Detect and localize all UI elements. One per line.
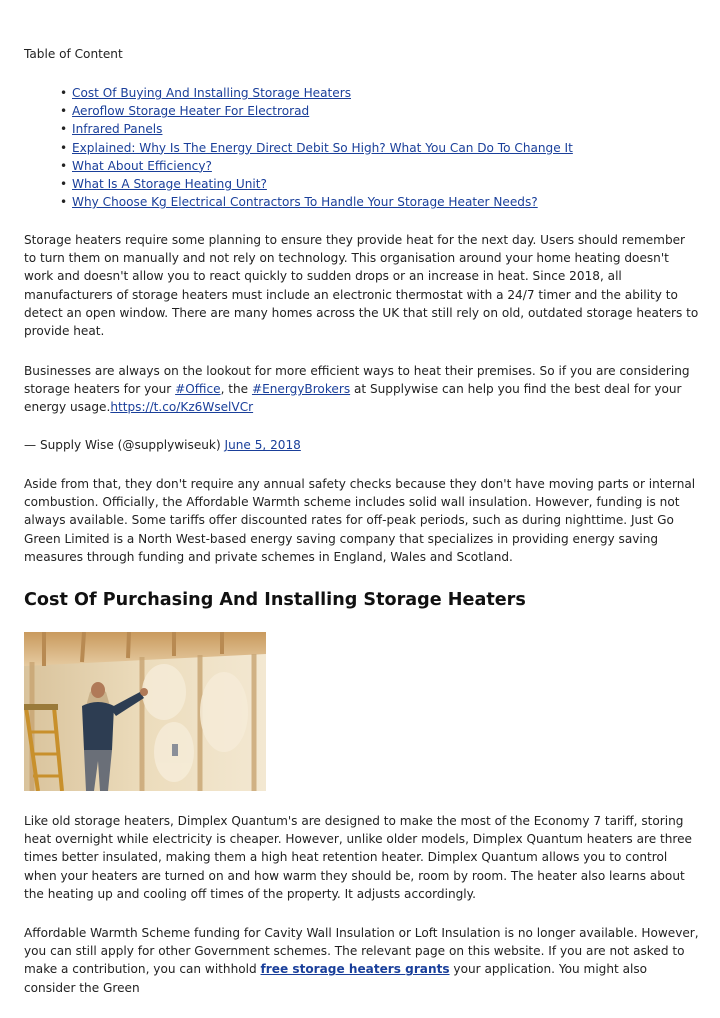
tweet-text: , the xyxy=(220,382,252,397)
paragraph-intro: Storage heaters require some planning to ensure they provide heat for the next day. Users should remember to turn them on manually and not rely on technology. This organisation around your home heating doesn't work and doesn't allow you to react quickly to sudden drops or an increase in heat. Since 2018, all manufacturers of storage heaters must include an electronic thermostat with a 24/7 timer and the ability to detect an open window. There are many homes across the UK that still rely on old, outdated storage heaters to provide heat. xyxy=(24,233,699,339)
tweet-text: Businesses are always on the lookout for more efficient ways to heat their premises. So if you are considering storage heaters for your xyxy=(24,364,690,397)
toc-link-cost[interactable]: Cost Of Buying And Installing Storage Heaters xyxy=(72,86,351,100)
toc-link-efficiency[interactable]: What About Efficiency? xyxy=(72,158,212,173)
toc-item xyxy=(60,175,573,193)
toc-item xyxy=(60,84,573,102)
hashtag-energybrokers-link[interactable]: #EnergyBrokers xyxy=(251,382,351,397)
tweet-author: — Supply Wise (@supplywiseuk) xyxy=(24,438,225,452)
toc-link-direct-debit[interactable]: Explained: Why Is The Energy Direct Debit So High? What You Can Do To Change It xyxy=(72,140,573,155)
free-grants-link-label: free storage heaters grants xyxy=(260,962,450,977)
insulation-worker-photo xyxy=(24,632,266,791)
hashtag-office-link[interactable]: #Office xyxy=(175,382,221,397)
toc-item xyxy=(60,193,573,211)
toc-item xyxy=(60,139,573,157)
tweet-attribution xyxy=(24,436,700,454)
toc-title: Table of Content xyxy=(24,47,123,61)
toc-item xyxy=(60,120,573,138)
toc-link-kg-electrical[interactable]: Why Choose Kg Electrical Contractors To Handle Your Storage Heater Needs? xyxy=(72,195,538,210)
paragraph-text: your application. You might also consider the Green xyxy=(24,962,648,995)
paragraph-safety: Aside from that, they don't require any annual safety checks because they don't have moving parts or internal combustion. Officially, the Affordable Warmth scheme includes solid wall insulation. However, funding is not always available. Some tariffs offer discounted rates for off-peak periods, such as during nighttime. Just Go Green Limited is a North West-based energy saving company that specializes in providing energy saving measures through funding and private schemes in England, Wales and Scotland. xyxy=(24,477,696,564)
paragraph-text: Affordable Warmth Scheme funding for Cavity Wall Insulation or Loft Insulation is no longer available. However, you can still apply for other Government schemes. The relevant page on this website. If you are not asked to make a contribution, you can withhold xyxy=(24,926,699,977)
paragraph-warmth-scheme xyxy=(24,924,700,997)
table-of-contents xyxy=(60,84,573,211)
paragraph-dimplex: Like old storage heaters, Dimplex Quantum's are designed to make the most of the Economy 7 tariff, storing heat overnight while electricity is cheaper. However, unlike older models, Dimplex Quantum heaters are three times better insulated, making them a high heat retention heater. Dimplex Quantum allows you to control when your heaters are turned on and how warm they should be, room by room. The heater also learns about the heating up and cooling off times of the property. It adjusts accordingly. xyxy=(24,814,692,901)
toc-link-infrared[interactable]: Infrared Panels xyxy=(72,122,163,137)
embedded-tweet xyxy=(24,362,700,417)
tweet-date-link[interactable]: June 5, 2018 xyxy=(224,438,301,452)
toc-item xyxy=(60,157,573,175)
section-heading: Cost Of Purchasing And Installing Storage Heaters xyxy=(24,590,526,610)
tweet-short-link[interactable]: https://t.co/Kz6WselVCr xyxy=(110,400,254,415)
toc-link-aeroflow[interactable]: Aeroflow Storage Heater For Electrorad xyxy=(72,104,310,119)
free-grants-link[interactable] xyxy=(261,962,450,976)
tweet-text: at Supplywise can help you find the best deal for your energy usage. xyxy=(24,382,682,415)
toc-link-storage-unit[interactable]: What Is A Storage Heating Unit? xyxy=(72,176,267,191)
toc-item xyxy=(60,102,573,120)
